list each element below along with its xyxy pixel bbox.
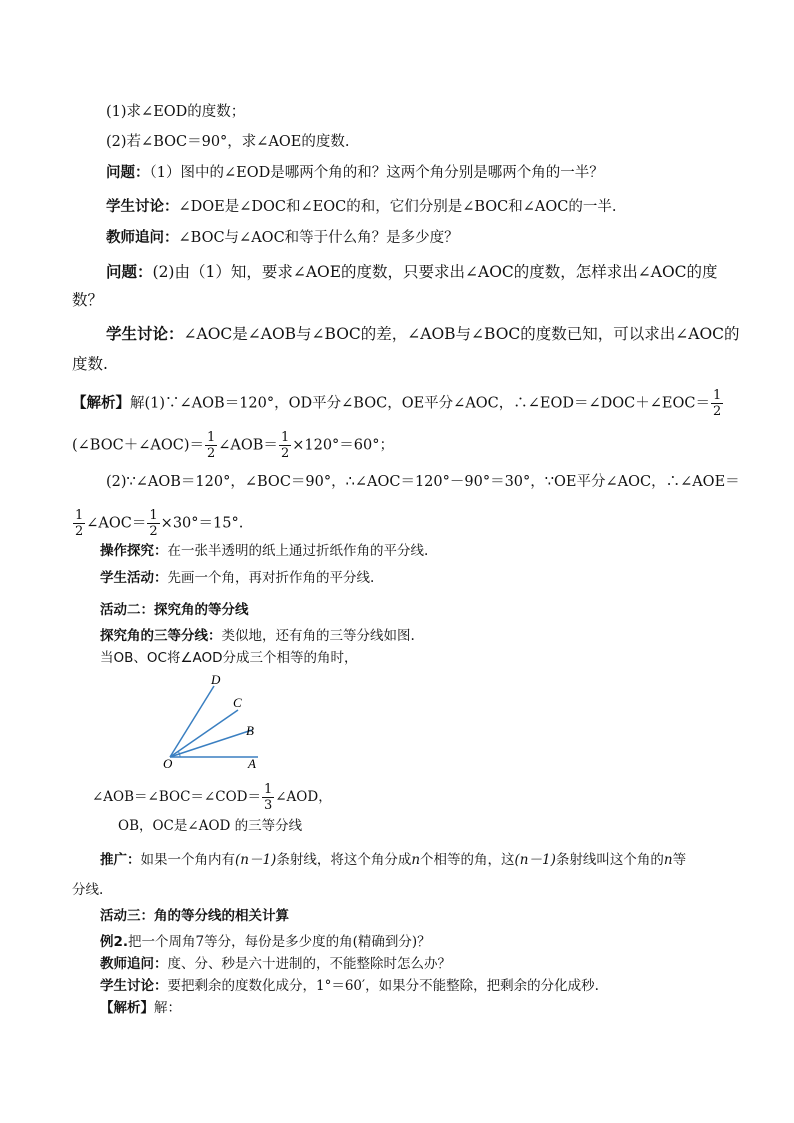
text: 在一张半透明的纸上通过折纸作角的平分线. bbox=[167, 543, 429, 559]
label-a: A bbox=[248, 756, 256, 771]
problem-1 bbox=[106, 163, 604, 183]
question-2: (2)若∠BOC＝90°，求∠AOE的度数. bbox=[106, 134, 350, 150]
label: 学生讨论： bbox=[100, 978, 168, 994]
student-discussion-2-cont: 度数. bbox=[72, 355, 108, 373]
text: ∠AOB＝ bbox=[218, 437, 278, 454]
label: 例2. bbox=[100, 934, 129, 950]
solution-3 bbox=[100, 998, 181, 1018]
label: 操作探究： bbox=[100, 543, 168, 559]
problem-2-cont: 数？ bbox=[72, 291, 104, 309]
label: 【解析】 bbox=[72, 395, 130, 412]
trisector-conclusion: OB，OC是∠AOD 的三等分线 bbox=[118, 818, 303, 834]
solution-2-line-2 bbox=[72, 508, 243, 539]
text: ×30°＝15°. bbox=[160, 515, 244, 532]
operation-explore bbox=[100, 541, 428, 561]
text: （1）图中的∠EOD是哪两个角的和？这两个角分别是哪两个角的一半？ bbox=[149, 165, 604, 181]
fraction-half: $\frac{1}{2}$ bbox=[713, 388, 722, 419]
ray-ob bbox=[170, 730, 252, 757]
label: 探究角的三等分线： bbox=[100, 628, 222, 644]
label-b: B bbox=[246, 723, 254, 738]
text: (2)由（1）知，要求∠AOE的度数，只要求出∠AOC的度数，怎样求出∠AOC的度 bbox=[152, 263, 718, 281]
text: ∠AOB＝∠BOC＝∠COD＝ bbox=[92, 789, 261, 805]
trisector-explore bbox=[100, 626, 415, 646]
text: 类似地，还有角的三等分线如图. bbox=[221, 628, 415, 644]
fraction-half: $\frac{1}{2}$ bbox=[75, 508, 84, 539]
text: ∠DOE是∠DOC和∠EOC的和，它们分别是∠BOC和∠AOC的一半. bbox=[178, 199, 617, 215]
student-discussion-3 bbox=[100, 976, 599, 996]
text: ∠BOC与∠AOC和等于什么角？是多少度？ bbox=[178, 230, 459, 246]
label-c: C bbox=[233, 695, 242, 710]
text: ×120°＝60°； bbox=[292, 437, 394, 454]
solution-1-line-1 bbox=[72, 388, 724, 419]
label-o: O bbox=[163, 756, 173, 771]
text: 把一个周角7等分，每份是多少度的角(精确到分)？ bbox=[128, 934, 431, 950]
example-2 bbox=[100, 932, 431, 952]
ray-oc bbox=[170, 710, 238, 757]
label: 问题： bbox=[106, 263, 153, 281]
label: 教师追问： bbox=[106, 230, 179, 246]
label: 【解析】 bbox=[100, 1000, 154, 1016]
label: 问题： bbox=[106, 165, 150, 181]
label: 学生讨论： bbox=[106, 199, 179, 215]
student-discussion-2 bbox=[106, 324, 740, 344]
student-discussion-1 bbox=[106, 197, 617, 217]
fraction-half: $\frac{1}{2}$ bbox=[280, 430, 290, 461]
trisector-equation bbox=[92, 782, 332, 813]
fraction-half: $\frac{1}{2}$ bbox=[206, 430, 216, 461]
solution-2-line-1: (2)∵∠AOB＝120°，∠BOC＝90°，∴∠AOC＝120°－90°＝30°，∵OE平分∠AOC，∴∠AOE＝ bbox=[106, 474, 740, 490]
text: ∠AOC＝ bbox=[86, 515, 147, 532]
trisector-condition: 当OB、OC将∠AOD分成三个相等的角时， bbox=[100, 650, 358, 666]
student-activity bbox=[100, 568, 374, 588]
text: 先画一个角，再对折作角的平分线. bbox=[167, 570, 375, 586]
angle-trisection-figure bbox=[150, 672, 280, 772]
label: 教师追问： bbox=[100, 956, 168, 972]
solution-1-line-2 bbox=[72, 430, 394, 461]
label: 学生讨论： bbox=[106, 325, 184, 343]
text: 度、分、秒是六十进制的，不能整除时怎么办？ bbox=[167, 956, 451, 972]
text: (∠BOC＋∠AOC)＝ bbox=[72, 437, 204, 454]
text: 要把剩余的度数化成分，1°＝60′，如果分不能整除，把剩余的分化成秒. bbox=[167, 978, 599, 994]
problem-2 bbox=[106, 262, 718, 282]
text: 解(1)∵∠AOB＝120°，OD平分∠BOC，OE平分∠AOC，∴∠EOD＝∠DOC＋∠EOC＝ bbox=[130, 395, 710, 412]
generalization: 推广：如果一个角内有(n－1)条射线，将这个角分成n个相等的角，这(n－1)条射线叫这个角的n等 bbox=[100, 852, 687, 868]
question-1: (1)求∠EOD的度数； bbox=[106, 104, 246, 120]
label: 学生活动： bbox=[100, 570, 168, 586]
teacher-followup-2 bbox=[100, 954, 451, 974]
fraction-third: $\frac{1}{3}$ bbox=[263, 782, 273, 813]
activity-2-heading: 活动二：探究角的等分线 bbox=[100, 602, 249, 618]
text: 解： bbox=[154, 1000, 181, 1016]
activity-3-heading: 活动三：角的等分线的相关计算 bbox=[100, 908, 289, 924]
teacher-followup-1 bbox=[106, 228, 459, 248]
fraction-half: $\frac{1}{2}$ bbox=[149, 508, 158, 539]
text: ∠AOD， bbox=[275, 789, 332, 805]
generalization-cont: 分线. bbox=[72, 882, 104, 898]
label-d: D bbox=[211, 672, 221, 687]
label: 推广： bbox=[100, 852, 141, 868]
ray-od bbox=[170, 686, 214, 757]
text: ∠AOC是∠AOB与∠BOC的差，∠AOB与∠BOC的度数已知，可以求出∠AOC的 bbox=[183, 325, 740, 343]
